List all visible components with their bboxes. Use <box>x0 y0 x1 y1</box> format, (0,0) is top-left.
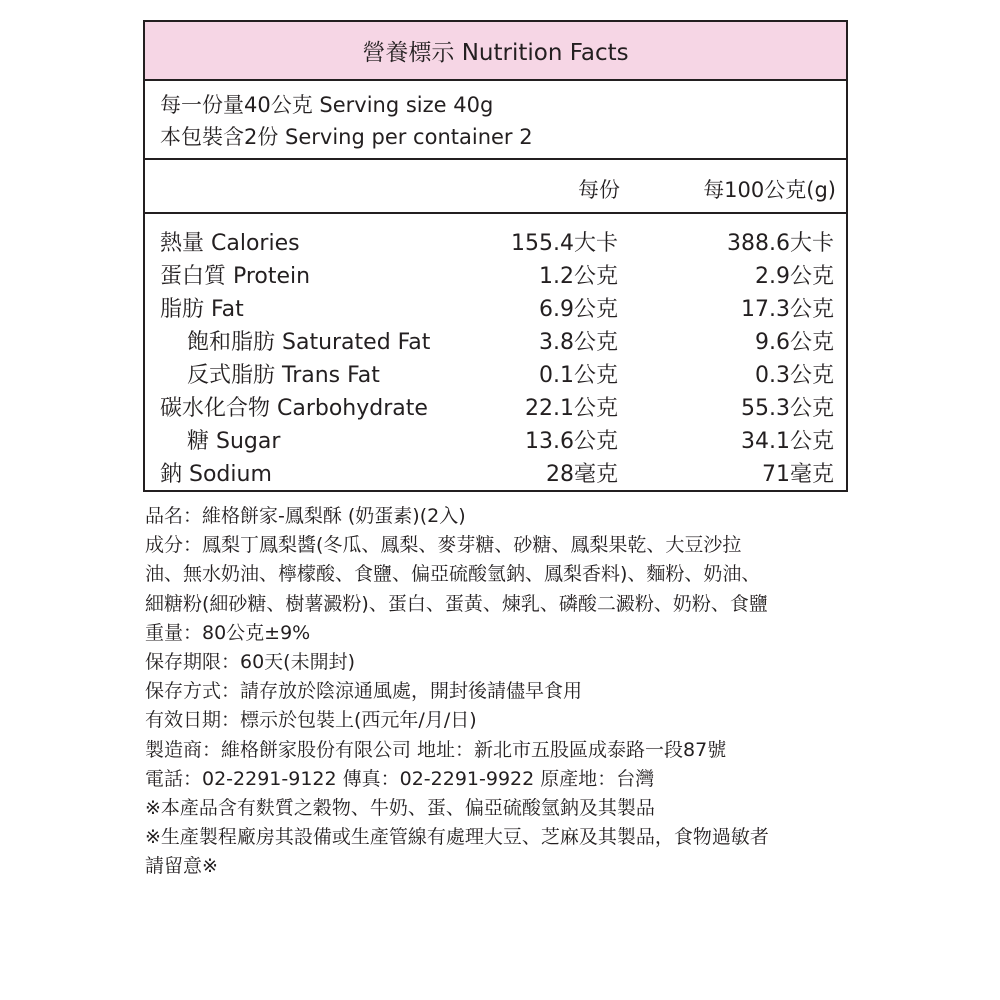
nutrition-facts-table <box>143 20 848 492</box>
weight-line: 重量：80公克±9% <box>145 621 311 644</box>
nutrient-name: 熱量 Calories <box>160 231 300 256</box>
nutrient-row-saturated-fat <box>145 325 846 358</box>
nutrient-name: 蛋白質 Protein <box>160 264 311 289</box>
serving-info <box>145 81 846 160</box>
nutrient-per-serving: 6.9公克 <box>539 297 618 322</box>
nutrition-title <box>145 22 846 81</box>
nutrient-per-serving: 28毫克 <box>546 462 618 487</box>
nutrient-per-serving: 1.2公克 <box>539 264 618 289</box>
allergen-line: ※本產品含有麩質之穀物、牛奶、蛋、偏亞硫酸氫鈉及其製品 <box>145 796 655 819</box>
nutrient-name: 反式脂肪 Trans Fat <box>187 363 380 388</box>
contact-line: 電話：02-2291-9122 傳真：02-2291-9922 原產地：台灣 <box>145 767 655 790</box>
nutrient-name: 飽和脂肪 Saturated Fat <box>187 330 431 355</box>
nutrient-per-100g: 17.3公克 <box>741 297 834 322</box>
expiry-line: 有效日期：標示於包裝上(西元年/月/日) <box>145 709 477 732</box>
nutrient-row-sugar <box>145 424 846 457</box>
nutrient-name: 糖 Sugar <box>187 429 281 454</box>
shelf-life-line: 保存期限：60天(未開封) <box>145 650 356 673</box>
product-info <box>145 502 855 881</box>
nutrient-row-sodium <box>145 457 846 490</box>
nutrient-name: 脂肪 Fat <box>160 297 244 322</box>
nutrition-title-text: 營養標示 Nutrition Facts <box>362 40 629 66</box>
nutrient-row-fat <box>145 292 846 325</box>
column-header-row <box>145 160 846 214</box>
nutrient-name: 鈉 Sodium <box>160 462 272 487</box>
product-name-line: 品名：維格餅家-鳳梨酥 (奶蛋素)(2入) <box>145 505 466 527</box>
nutrient-per-100g: 34.1公克 <box>741 429 834 454</box>
nutrient-per-100g: 388.6大卡 <box>727 231 834 256</box>
nutrient-per-100g: 55.3公克 <box>741 396 834 421</box>
nutrient-row-protein <box>145 259 846 292</box>
column-header-per-serving: 每份 <box>578 178 620 202</box>
nutrient-per-100g: 2.9公克 <box>755 264 834 289</box>
nutrient-per-serving: 13.6公克 <box>525 429 618 454</box>
nutrient-row-trans-fat <box>145 358 846 391</box>
manufacturer-line: 製造商：維格餅家股份有限公司 地址：新北市五股區成泰路一段87號 <box>145 738 727 761</box>
nutrient-per-100g: 9.6公克 <box>755 330 834 355</box>
serving-size: 每一份量40公克 Serving size 40g <box>160 93 494 117</box>
nutrient-per-100g: 0.3公克 <box>755 363 834 388</box>
nutrient-per-serving: 3.8公克 <box>539 330 618 355</box>
column-header-per-100g: 每100公克(g) <box>703 178 836 202</box>
servings-per-container: 本包裝含2份 Serving per container 2 <box>160 125 533 149</box>
nutrient-per-100g: 71毫克 <box>762 462 834 487</box>
ingredients-line: 細糖粉(細砂糖、樹薯澱粉)、蛋白、蛋黃、煉乳、磷酸二澱粉、奶粉、食鹽 <box>145 592 768 615</box>
allergen-warning-line: ※生產製程廠房其設備或生產管線有處理大豆、芝麻及其製品，食物過敏者 <box>145 826 769 849</box>
nutrient-row-carbohydrate <box>145 391 846 424</box>
ingredients-line: 成分：鳳梨丁鳳梨醬(冬瓜、鳳梨、麥芽糖、砂糖、鳳梨果乾、大豆沙拉 <box>145 534 742 557</box>
nutrient-per-serving: 22.1公克 <box>525 396 618 421</box>
allergen-warning-line: 請留意※ <box>145 855 218 878</box>
nutrient-per-serving: 0.1公克 <box>539 363 618 388</box>
ingredients-line: 油、無水奶油、檸檬酸、食鹽、偏亞硫酸氫鈉、鳳梨香料)、麵粉、奶油、 <box>145 563 761 586</box>
nutrient-per-serving: 155.4大卡 <box>511 231 618 256</box>
nutrient-row-calories <box>145 226 846 259</box>
nutrient-name: 碳水化合物 Carbohydrate <box>160 396 428 421</box>
storage-line: 保存方式：請存放於陰涼通風處，開封後請儘早食用 <box>145 680 583 703</box>
